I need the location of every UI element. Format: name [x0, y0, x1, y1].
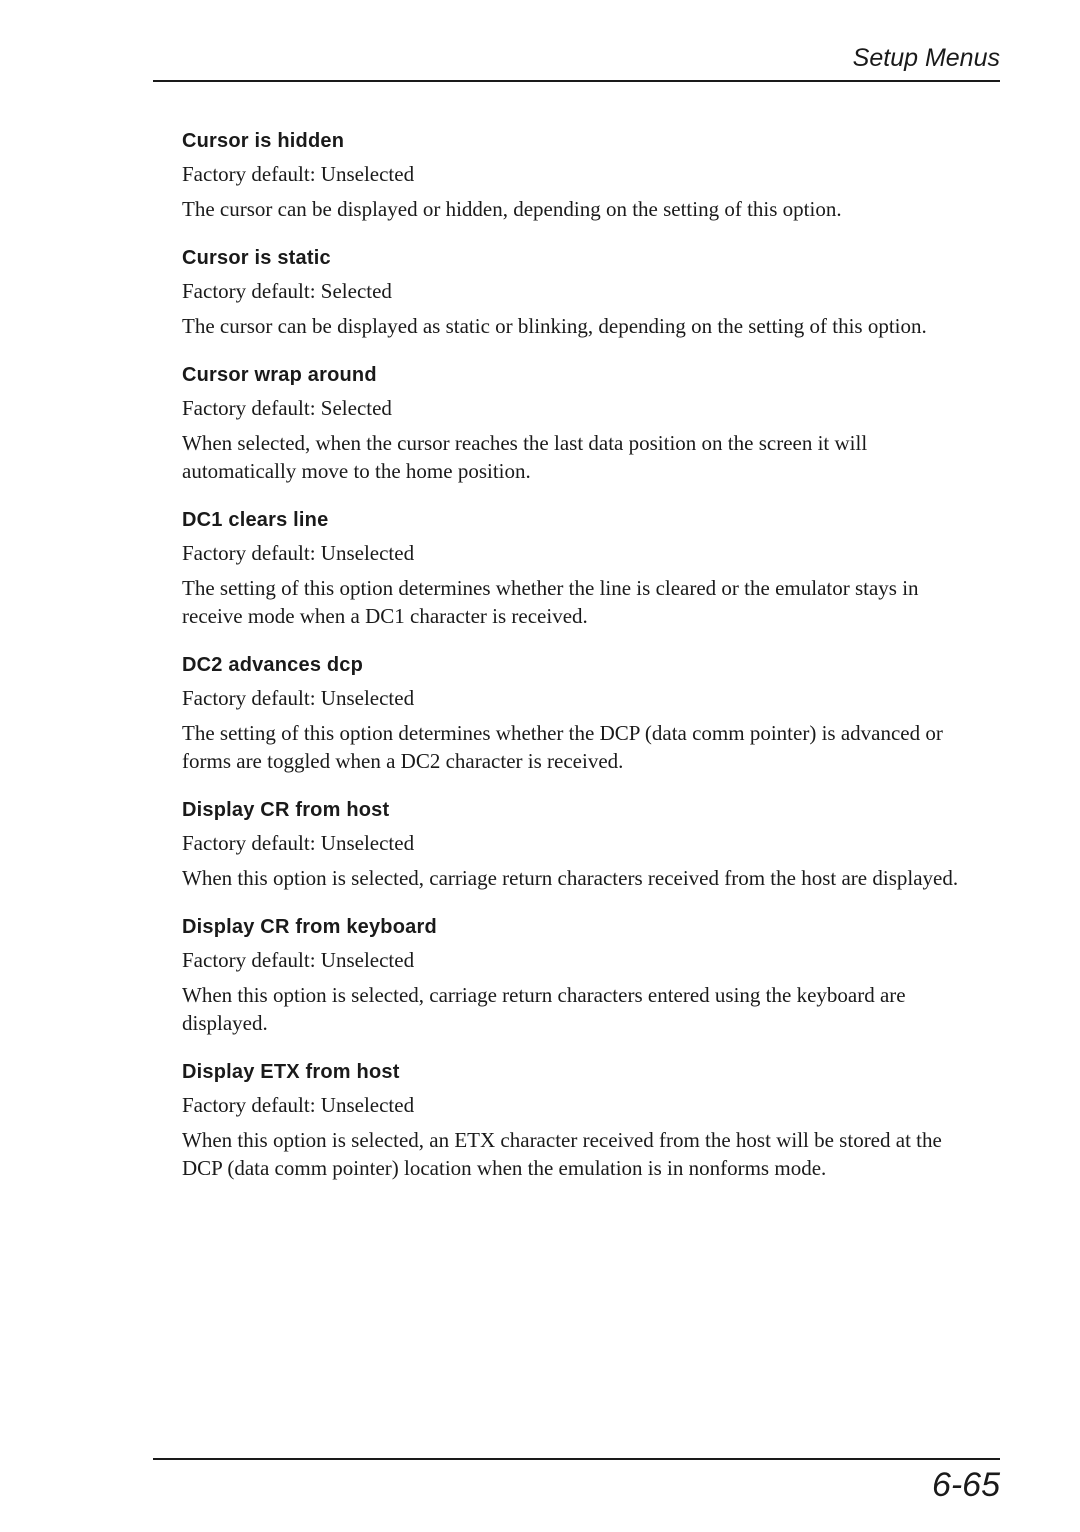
- section-title: DC2 advances dcp: [182, 654, 364, 676]
- header-rule: [153, 80, 1000, 82]
- section-title: Cursor wrap around: [182, 364, 377, 386]
- section-title: Display CR from host: [182, 799, 390, 821]
- section-description: The cursor can be displayed or hidden, depending on the setting of this option.: [182, 197, 842, 221]
- section-description: The setting of this option determines whether the DCP (data comm pointer) is advanced or forms are toggled when a DC2 character is received.: [182, 721, 943, 773]
- section-description: When this option is selected, carriage return characters received from the host are displayed.: [182, 866, 959, 890]
- section-dc2-advances-dcp: [182, 651, 982, 775]
- section-cursor-is-static: [182, 244, 982, 340]
- footer-rule: [153, 1458, 1000, 1460]
- factory-default: Factory default: Unselected: [182, 541, 415, 565]
- section-title: Display CR from keyboard: [182, 916, 437, 938]
- section-display-cr-from-keyboard: [182, 913, 982, 1037]
- section-dc1-clears-line: [182, 506, 982, 630]
- section-description: When selected, when the cursor reaches the last data position on the screen it will automatically move to the home position.: [182, 431, 868, 483]
- factory-default: Factory default: Selected: [182, 279, 392, 303]
- section-display-etx-from-host: [182, 1058, 982, 1182]
- section-cursor-is-hidden: [182, 127, 982, 223]
- section-title: Cursor is hidden: [182, 130, 345, 152]
- factory-default: Factory default: Unselected: [182, 948, 415, 972]
- page-content: [182, 127, 982, 1203]
- section-title: Display ETX from host: [182, 1061, 400, 1083]
- section-description: When this option is selected, an ETX character received from the host will be stored at the DCP (data comm pointer) location when the emulation is in nonforms mode.: [182, 1128, 942, 1180]
- section-description: The cursor can be displayed as static or blinking, depending on the setting of this option.: [182, 314, 927, 338]
- section-title: Cursor is static: [182, 247, 331, 269]
- section-description: The setting of this option determines whether the line is cleared or the emulator stays in receive mode when a DC1 character is received.: [182, 576, 919, 628]
- section-description: When this option is selected, carriage return characters entered using the keyboard are displayed.: [182, 983, 906, 1035]
- section-cursor-wrap-around: [182, 361, 982, 485]
- factory-default: Factory default: Unselected: [182, 686, 415, 710]
- factory-default: Factory default: Selected: [182, 396, 392, 420]
- section-title: DC1 clears line: [182, 509, 329, 531]
- factory-default: Factory default: Unselected: [182, 1093, 415, 1117]
- section-display-cr-from-host: [182, 796, 982, 892]
- page-number: 6-65: [931, 1466, 1000, 1504]
- running-head: Setup Menus: [852, 44, 1000, 72]
- factory-default: Factory default: Unselected: [182, 162, 415, 186]
- factory-default: Factory default: Unselected: [182, 831, 415, 855]
